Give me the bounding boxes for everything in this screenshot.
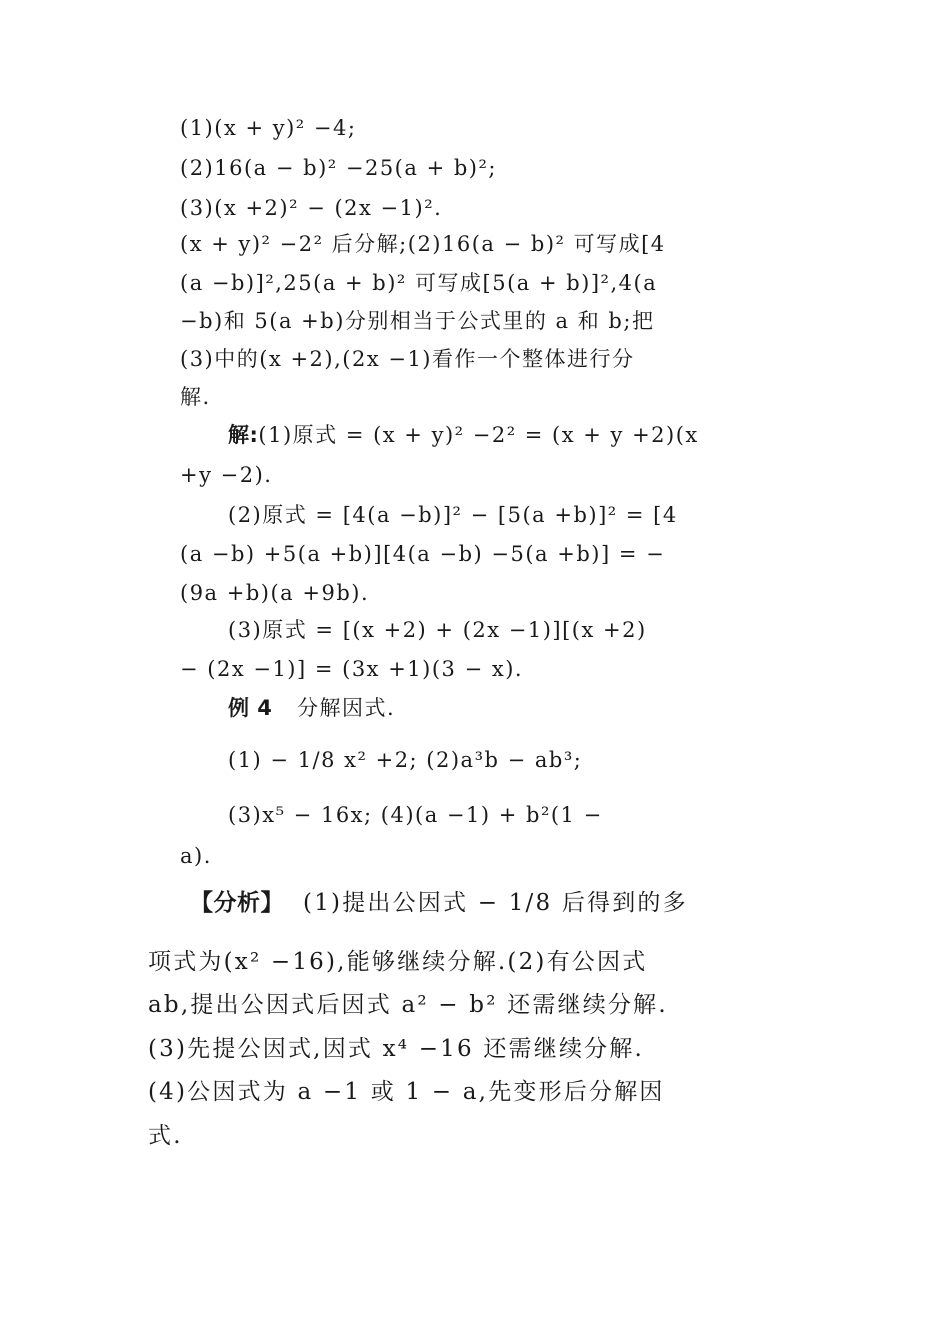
solution-text: (1)原式 = (x + y)² −2² = (x + y +2)(x xyxy=(258,423,699,447)
solution-label: 解: xyxy=(228,423,259,447)
example-problems-row-2: (3)x⁵ − 16x; (4)(a −1) + b²(1 − xyxy=(228,803,603,827)
analysis-line-5: 解. xyxy=(180,385,211,409)
analysis2-line-2: 项式为(x² −16),能够继续分解.(2)有公因式 xyxy=(148,949,648,975)
analysis-label: 【分析】 xyxy=(190,890,284,916)
example-heading xyxy=(228,693,395,723)
analysis2-line-3: ab,提出公因式后因式 a² − b² 还需继续分解. xyxy=(148,992,668,1018)
solution-line-7: − (2x −1)] = (3x +1)(3 − x). xyxy=(180,657,524,681)
analysis2-line-1 xyxy=(190,888,688,918)
analysis-line-4: (3)中的(x +2),(2x −1)看作一个整体进行分 xyxy=(180,347,635,371)
solution-line-1 xyxy=(228,420,699,450)
solution-line-3: (2)原式 = [4(a −b)]² − [5(a +b)]² = [4 xyxy=(228,503,678,527)
example-problems-row-1: (1) − 1/8 x² +2; (2)a³b − ab³; xyxy=(228,748,583,772)
analysis2-line-5: (4)公因式为 a −1 或 1 − a,先变形后分解因 xyxy=(148,1079,665,1105)
analysis2-text: (1)提出公因式 − 1/8 后得到的多 xyxy=(303,890,688,916)
example-title: 分解因式. xyxy=(296,696,396,720)
solution-line-6: (3)原式 = [(x +2) + (2x −1)][(x +2) xyxy=(228,618,647,642)
analysis2-line-6: 式. xyxy=(148,1123,183,1149)
example-problems-row-3: a). xyxy=(180,844,212,868)
analysis-line-2: (a −b)]²,25(a + b)² 可写成[5(a + b)]²,4(a xyxy=(180,271,658,295)
problem-line-2: (2)16(a − b)² −25(a + b)²; xyxy=(180,156,497,180)
solution-line-5: (9a +b)(a +9b). xyxy=(180,581,370,605)
analysis-line-1: (x + y)² −2² 后分解;(2)16(a − b)² 可写成[4 xyxy=(180,232,666,256)
analysis2-line-4: (3)先提公因式,因式 x⁴ −16 还需继续分解. xyxy=(148,1036,645,1062)
problem-line-3: (3)(x +2)² − (2x −1)². xyxy=(180,196,443,220)
solution-line-4: (a −b) +5(a +b)][4(a −b) −5(a +b)] = − xyxy=(180,542,666,566)
analysis-line-3: −b)和 5(a +b)分别相当于公式里的 a 和 b;把 xyxy=(180,309,655,333)
solution-line-2: +y −2). xyxy=(180,463,273,487)
problem-line-1: (1)(x + y)² −4; xyxy=(180,116,357,140)
example-label: 例 4 xyxy=(228,696,273,720)
